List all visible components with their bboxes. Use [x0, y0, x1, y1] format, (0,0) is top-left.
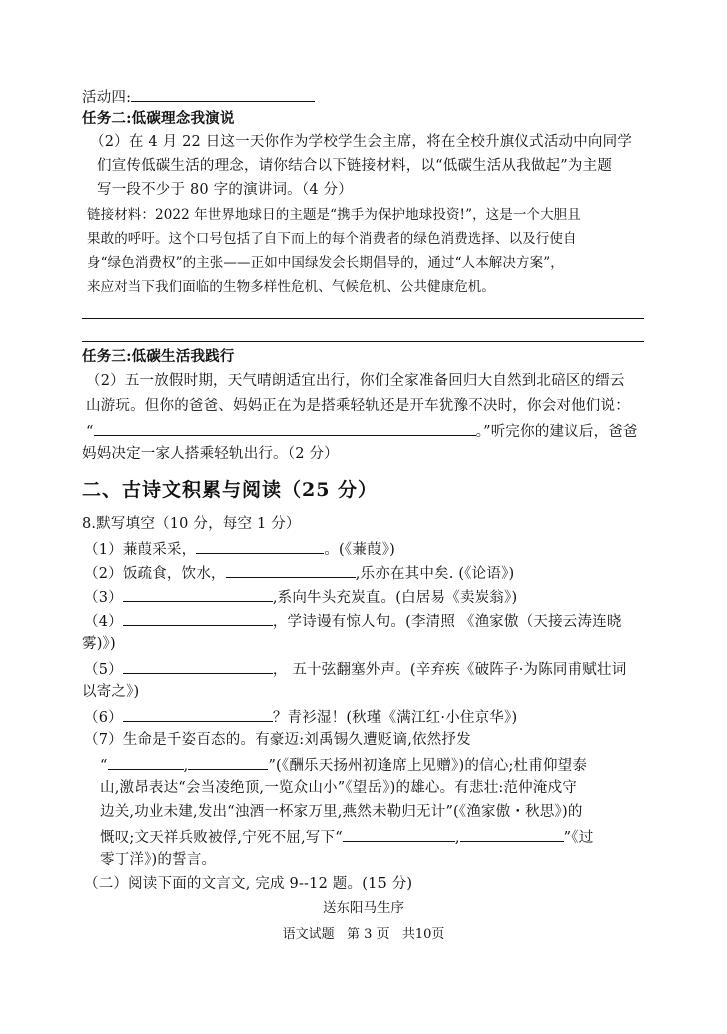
- q8-item-7-line-5: 慨叹;文天祥兵败被俘,宁死不屈,写下“ , ”《过: [100, 825, 664, 849]
- q8-item-7-blank-3[interactable]: [343, 825, 455, 842]
- task3-open-quote: “: [86, 424, 94, 440]
- q8-item-4-cont: 雾)》): [82, 636, 116, 652]
- activity4-label: 活动四:: [82, 90, 132, 106]
- q8-item-7-line-2: “ , ”(《酬乐天扬州初逢席上见赠》)的信心;杜甫仰望泰: [100, 753, 664, 777]
- q8-item-6-blank[interactable]: [123, 705, 273, 722]
- task3-answer-blank[interactable]: [94, 419, 476, 436]
- task3-line-2: 山游玩。但你的爸爸、妈妈正在为是搭乘轻轨还是开车犹豫不决时，你会对他们说：: [86, 398, 630, 414]
- answer-rule-1[interactable]: [82, 318, 644, 319]
- q8-item-1: （1）蒹葭采采， 。(《蒹葭》): [84, 537, 648, 561]
- q8-item-7-line-1: （7）生命是千姿百态的。有豪迈:刘禹锡久遭贬谪,依然抒发: [84, 732, 471, 748]
- task2-question-line-2: 们宣传低碳生活的理念，请你结合以下链接材料，以“低碳生活从我做起”为主题: [97, 158, 613, 174]
- section2-title: 二、古诗文积累与阅读（25 分）: [82, 479, 379, 501]
- q8-item-7-blank-4[interactable]: [460, 825, 564, 842]
- q8-item-6: （6） ？青衫湿！(秋瑾《满江红·小住京华》): [84, 705, 648, 729]
- task3-title: 任务三:低碳生活我践行: [82, 348, 235, 365]
- link-material-line-1: 链接材料：2022 年世界地球日的主题是“携手为保护地球投资!”，这是一个大胆且: [87, 207, 581, 223]
- q8-item-7-blank-1[interactable]: [108, 753, 184, 770]
- q8-item-7-line-6: 零丁洋》)的誓言。: [100, 852, 217, 868]
- task3-line-3: [86, 419, 650, 443]
- task2-title: 任务二:低碳理念我演说: [82, 110, 235, 127]
- activity4-line: [82, 85, 646, 109]
- q8-item-5-cont: 以寄之》): [82, 684, 140, 700]
- link-material-line-2: 果敢的呼吁。这个口号包括了自下而上的每个消费者的绿色消费选择、以及行使自: [87, 231, 577, 247]
- answer-rule-2[interactable]: [82, 341, 644, 342]
- q8-item-5-blank[interactable]: [123, 657, 273, 674]
- task3-close-text: 。”听完你的建议后，爸爸: [475, 424, 638, 440]
- part2-title: （二）阅读下面的文言文, 完成 9--12 题。(15 分): [84, 876, 413, 892]
- link-material-line-3: 身“绿色消费权”的主张——正如中国绿发会长期倡导的，通过“人本解决方案”，: [87, 255, 564, 271]
- q8-item-5: （5） ， 五十弦翻塞外声。(辛弃疾《破阵子·为陈同甫赋壮词: [84, 657, 648, 681]
- link-material-line-4: 来应对当下我们面临的生物多样性危机、气候危机、公共健康危机。: [87, 279, 495, 295]
- q8-item-4-blank[interactable]: [123, 609, 273, 626]
- q8-item-7-line-4: 边关,功业未建,发出“浊酒一杯家万里,燕然未勒归无计”(《渔家傲・秋思》)的: [100, 804, 583, 820]
- q8-item-2-blank[interactable]: [226, 561, 356, 578]
- q8-item-1-blank[interactable]: [196, 537, 324, 554]
- q8-item-2: （2）饭疏食，饮水， ,乐亦在其中矣. (《论语》): [84, 561, 648, 585]
- q8-item-7-line-3: 山,激昂表达“会当凌绝顶,一览众山小”《望岳》)的雄心。有悲壮:范仲淹戍守: [100, 780, 577, 796]
- task3-line-1: （2）五一放假时期，天气晴朗适宜出行，你们全家准备回归大自然到北碚区的缙云: [86, 373, 625, 389]
- q8-heading: 8.默写填空（10 分，每空 1 分）: [82, 516, 301, 532]
- activity4-answer-blank[interactable]: [131, 85, 315, 102]
- task2-question-line-3: 写一段不少于 80 字的演讲词。（4 分）: [97, 182, 353, 198]
- page-footer: 语文试题 第 3 页 共10页: [282, 927, 445, 942]
- passage-title: 送东阳马生序: [323, 900, 404, 916]
- q8-item-3-blank[interactable]: [123, 585, 273, 602]
- task3-line-4: 妈妈决定一家人搭乘轻轨出行。（2 分）: [82, 446, 339, 462]
- q8-item-4: （4） ，学诗谩有惊人句。(李清照 《渔家傲（天接云涛连晓: [84, 609, 648, 633]
- q8-item-3: （3） ,系向牛头充炭直。(白居易《卖炭翁》): [84, 585, 648, 609]
- q8-item-7-blank-2[interactable]: [188, 753, 268, 770]
- task2-question-line-1: （2）在 4 月 22 日这一天你作为学校学生会主席，将在全校升旗仪式活动中向同学: [90, 134, 633, 150]
